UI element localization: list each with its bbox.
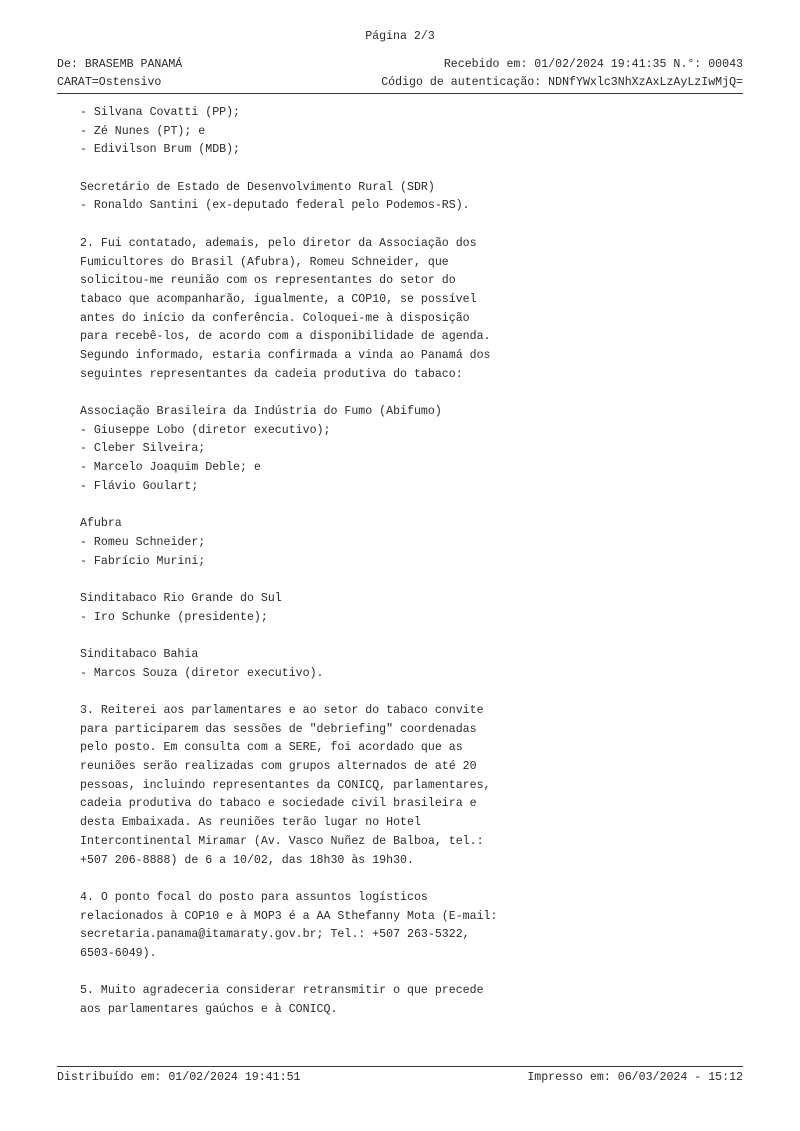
list-item: - Flávio Goulart;: [80, 479, 199, 493]
text-line: secretaria.panama@itamaraty.gov.br; Tel.: +507 263-5322,: [80, 928, 470, 942]
authentication-code: Código de autenticação: NDNfYWxlc3NhXzAxLzAyLzIwMjQ=: [381, 76, 743, 89]
section-heading-sdr: Secretário de Estado de Desenvolvimento Rural (SDR): [80, 180, 435, 194]
list-item: - Ronaldo Santini (ex-deputado federal pelo Podemos-RS).: [80, 199, 470, 213]
list-item: - Romeu Schneider;: [80, 535, 206, 549]
list-item: - Marcelo Joaquim Deble; e: [80, 461, 261, 475]
received-info: Recebido em: 01/02/2024 19:41:35 N.°: 00043: [443, 58, 743, 71]
list-item: - Marcos Souza (diretor executivo).: [80, 666, 324, 680]
page-number: Página 2/3: [365, 30, 435, 43]
footer-divider: [57, 1066, 743, 1067]
list-item: - Giuseppe Lobo (diretor executivo);: [80, 423, 331, 437]
list-item: - Fabrício Murini;: [80, 554, 206, 568]
footer: [57, 1071, 743, 1084]
text-line: Segundo informado, estaria confirmada a vinda ao Panamá dos: [80, 348, 491, 362]
header-divider: [57, 93, 743, 94]
text-line: Intercontinental Miramar (Av. Vasco Nuñez de Balboa, tel.:: [80, 834, 484, 848]
text-line: 3. Reiterei aos parlamentares e ao setor do tabaco convite: [80, 704, 484, 717]
text-line: aos parlamentares gaúchos e à CONICQ.: [80, 1003, 338, 1016]
text-line: 5. Muito agradeceria considerar retransmitir o que precede: [80, 984, 484, 998]
list-item: - Edivilson Brum (MDB);: [80, 143, 241, 157]
paragraph-5: [80, 982, 760, 1019]
text-line: tabaco que acompanharão, igualmente, a COP10, se possível: [80, 292, 477, 306]
section-heading-afubra: Afubra: [80, 517, 122, 531]
header-row-2: [57, 76, 743, 89]
text-line: cadeia produtiva do tabaco e sociedade civil brasileira e: [80, 797, 477, 811]
text-line: +507 206-8888) de 6 a 10/02, das 18h30 às 19h30.: [80, 853, 414, 867]
paragraph-3: [80, 702, 760, 870]
message-body: [80, 104, 760, 1020]
text-line: Fumicultores do Brasil (Afubra), Romeu Schneider, que: [80, 255, 449, 269]
text-line: pessoas, incluindo representantes da CONICQ, parlamentares,: [80, 778, 491, 792]
text-line: reuniões serão realizadas com grupos alternados de até 20: [80, 760, 477, 774]
text-line: 4. O ponto focal do posto para assuntos logísticos: [80, 890, 428, 904]
politicians-list: [80, 104, 760, 160]
printed-date: Impresso em: 06/03/2024 - 15:12: [527, 1071, 743, 1084]
list-item: - Silvana Covatti (PP);: [80, 106, 241, 119]
text-line: pelo posto. Em consulta com a SERE, foi acordado que as: [80, 741, 463, 755]
header-row-1: [57, 58, 743, 71]
paragraph-2: [80, 235, 760, 385]
section-heading-sinditabaco-rs: Sinditabaco Rio Grande do Sul: [80, 591, 282, 605]
section-heading-sinditabaco-ba: Sinditabaco Bahia: [80, 647, 199, 661]
distributed-date: Distribuído em: 01/02/2024 19:41:51: [57, 1071, 301, 1084]
text-line: 6503-6049).: [80, 946, 157, 960]
text-line: antes do início da conferência. Coloquei-me à disposição: [80, 311, 470, 325]
list-item: - Cleber Silveira;: [80, 442, 206, 456]
text-line: 2. Fui contatado, ademais, pelo diretor da Associação dos: [80, 236, 477, 250]
classification: CARAT=Ostensivo: [57, 76, 162, 89]
list-item: - Zé Nunes (PT); e: [80, 124, 206, 138]
list-item: - Iro Schunke (presidente);: [80, 610, 268, 624]
text-line: solicitou-me reunião com os representantes do setor do: [80, 274, 456, 288]
section-heading-abifumo: Associação Brasileira da Indústria do Fumo (Abifumo): [80, 405, 442, 418]
text-line: relacionados à COP10 e à MOP3 é a AA Sthefanny Mota (E-mail:: [80, 909, 498, 923]
text-line: para participarem das sessões de "debriefing" coordenadas: [80, 722, 477, 736]
paragraph-4: [80, 889, 760, 964]
sender: De: BRASEMB PANAMÁ: [57, 58, 183, 71]
text-line: desta Embaixada. As reuniões terão lugar no Hotel: [80, 816, 421, 830]
text-line: para recebê-los, de acordo com a disponibilidade de agenda.: [80, 330, 491, 344]
text-line: seguintes representantes da cadeia produtiva do tabaco:: [80, 367, 463, 381]
